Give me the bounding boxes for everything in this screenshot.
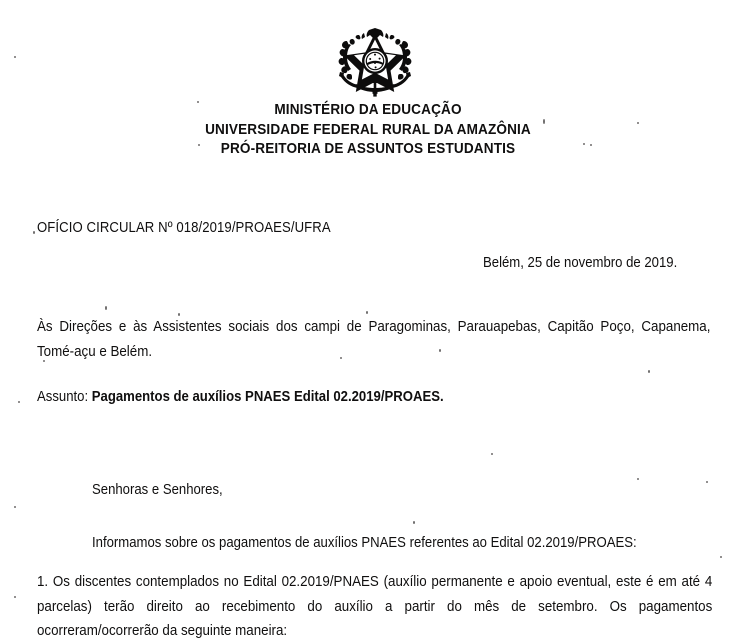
scan-speckle [14,56,16,58]
scan-speckle [14,506,16,508]
body-item-1 [37,570,712,644]
subject-label: Assunto: [37,389,89,405]
subject-line [37,387,444,408]
scan-speckle [105,306,107,310]
salutation: Senhoras e Senhores, [92,482,223,498]
body-item-1-text: 1. Os discentes contemplados no Edital 02.2019/PNAES (auxílio permanente e apoio eventual, este é em até 4 parcelas) terão direito ao recebimento do auxílio a partir do mês de setembro. Os pagamentos ocorreram/ocorrerão da seguinte maneira: [37,574,713,639]
scan-speckle [366,311,368,314]
letterhead-line-department: PRÓ-REITORIA DE ASSUNTOS ESTUDANTIS [220,141,516,157]
letterhead-line-ministry: MINISTÉRIO DA EDUCAÇÃO [274,102,462,118]
document-reference-number: OFÍCIO CIRCULAR Nº 018/2019/PROAES/UFRA [37,220,331,236]
recipients-text: Às Direções e às Assistentes sociais dos campi de Paragominas, Parauapebas, Capitão Poço, Capanema, Tomé-açu e Belém. [37,319,711,360]
scan-speckle [648,370,650,373]
letterhead-line-university: UNIVERSIDADE FEDERAL RURAL DA AMAZÔNIA [205,121,531,138]
scan-speckle [706,481,708,483]
subject-value: Pagamentos de auxílios PNAES Edital 02.2019/PROAES. [91,389,444,405]
scan-speckle [14,596,16,598]
intro-paragraph: Informamos sobre os pagamentos de auxílios PNAES referentes ao Edital 02.2019/PROAES: [92,535,637,551]
scan-speckle [491,453,493,455]
place-and-date: Belém, 25 de novembro de 2019. [483,255,678,271]
scan-speckle [413,521,415,524]
recipients-paragraph [37,315,710,364]
scan-speckle [637,478,639,480]
letterhead [0,101,736,160]
brazil-coat-of-arms-icon [331,24,419,98]
scan-speckle [720,556,722,558]
scan-speckle [18,401,20,403]
scan-speckle [33,231,35,234]
